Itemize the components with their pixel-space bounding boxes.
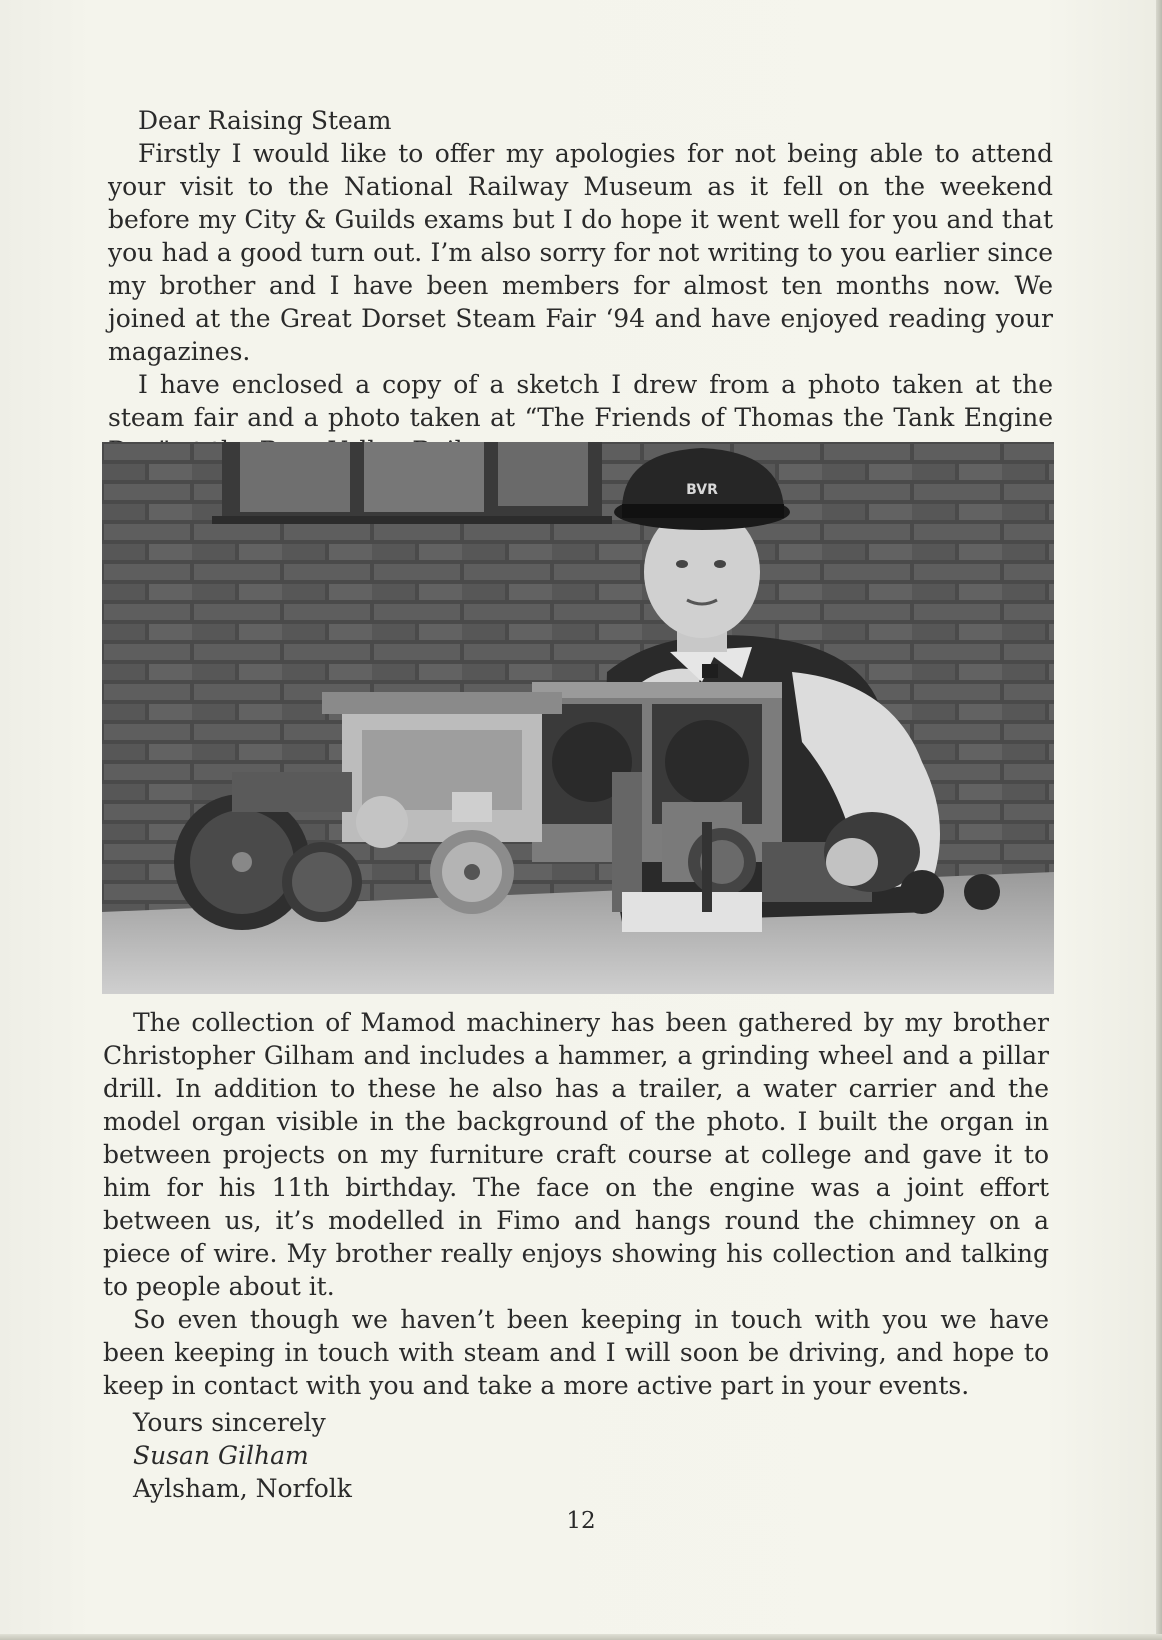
page-number: 12 bbox=[566, 1508, 596, 1534]
signoff bbox=[133, 1406, 352, 1505]
signature: Susan Gilham bbox=[133, 1441, 309, 1470]
letter-top-text bbox=[108, 104, 1053, 467]
closing: Yours sincerely bbox=[133, 1408, 326, 1437]
paragraph-1: Firstly I would like to offer my apologies for not being able to attend your visit to the National Railway Museum as it fell on the weekend before my City & Guilds exams but I do hope it went well for you and that you had a good turn out. I’m also sorry for not writing to you earlier since my brother and I have been members for almost ten months now. We joined at the Great Dorset Steam Fair ‘94 and have enjoyed reading your magazines. bbox=[108, 139, 1053, 366]
paragraph-4: So even though we haven’t been keeping in touch with you we have been keeping in touch with steam and I will soon be driving, and hope to keep in contact with you and take a more active part in your events. bbox=[103, 1305, 1049, 1400]
paragraph-2: I have enclosed a copy of a sketch I drew from a photo taken at the steam fair and a photo taken at “The Friends of Thomas the Tank Engine bbox=[108, 370, 1053, 432]
cap-badge: BVR bbox=[686, 482, 718, 498]
salutation: Dear Raising Steam bbox=[138, 106, 392, 135]
letter-bottom-text bbox=[103, 1006, 1049, 1402]
photo-boy-with-steam-models bbox=[102, 442, 1054, 994]
page-edge-bottom bbox=[0, 1634, 1162, 1640]
location: Aylsham, Norfolk bbox=[133, 1474, 352, 1503]
page-edge-right bbox=[1156, 0, 1162, 1640]
paragraph-3: The collection of Mamod machinery has been gathered by my brother Christopher Gilham and includes a hammer, a grinding wheel and a pillar drill. In addition to these he also has a trailer, a water carrier and the model organ visible in the background of the photo. I built the organ in between projects on my furniture craft course at college and gave it to him for his 11th birthday. The face on the engine was a joint effort between us, it’s modelled in Fimo and hangs round the chimney on a piece of wire. My brother really enjoys showing his collection and talking to people about it. bbox=[103, 1008, 1049, 1301]
